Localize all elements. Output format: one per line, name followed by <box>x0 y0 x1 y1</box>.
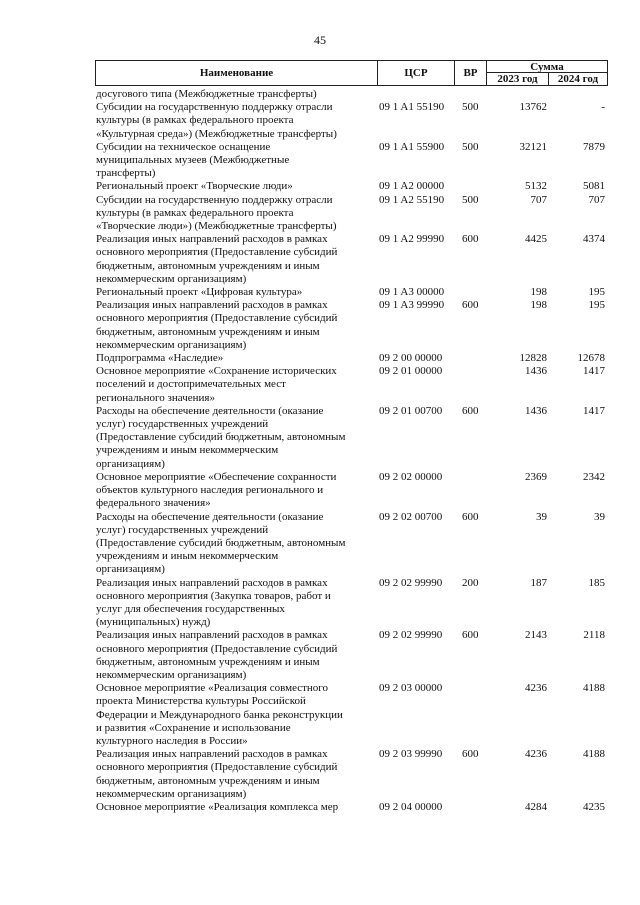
header-csr: ЦСР <box>377 61 454 85</box>
header-name: Наименование <box>199 67 274 79</box>
row-value-2024: - <box>601 101 605 114</box>
row-name: Субсидии на государственную поддержку отрасли культуры (в рамках федерального проекта «Культурная среда») (Межбюджетные трансферты) <box>96 101 337 140</box>
row-name: Основное мероприятие «Обеспечение сохранности объектов культурного наследия регионального и федерального значения» <box>96 470 337 510</box>
table-row <box>96 141 608 181</box>
row-vr: 500 <box>462 101 479 114</box>
table-row <box>96 682 608 748</box>
row-csr: 09 1 A1 55190 <box>379 101 445 114</box>
row-name: Субсидии на техническое оснащение муниципальных музеев (Межбюджетные трансферты) <box>96 140 290 180</box>
row-value-2023: 4236 <box>525 682 547 695</box>
table-row <box>96 180 608 193</box>
row-vr: 500 <box>462 193 479 206</box>
table-row <box>96 286 608 299</box>
row-value-2024: 12678 <box>577 352 605 365</box>
header-year-2023: 2023 год <box>486 73 548 85</box>
row-csr: 09 2 03 99990 <box>379 748 443 761</box>
row-csr: 09 1 A3 99990 <box>379 299 445 312</box>
row-value-2023: 2369 <box>525 470 547 483</box>
row-name: Региональный проект «Цифровая культура» <box>96 286 303 299</box>
row-csr: 09 2 01 00000 <box>379 365 443 378</box>
table-row <box>96 577 608 630</box>
table-row <box>96 88 608 101</box>
row-value-2024: 195 <box>588 286 605 299</box>
row-value-2024: 2118 <box>583 629 605 642</box>
row-value-2023: 4236 <box>525 748 547 761</box>
row-value-2024: 1417 <box>583 365 605 378</box>
header-vr: ВР <box>454 61 486 85</box>
row-value-2024: 195 <box>588 299 605 312</box>
table-row <box>96 233 608 286</box>
row-vr: 600 <box>462 404 479 417</box>
row-value-2023: 1436 <box>525 404 547 417</box>
header-sum: Сумма <box>486 61 607 73</box>
row-csr: 09 1 A2 55190 <box>379 193 445 206</box>
row-csr: 09 1 A1 55900 <box>379 140 445 153</box>
header-year-2024: 2024 год <box>548 73 607 85</box>
row-value-2024: 4188 <box>583 748 605 761</box>
table-row <box>96 365 608 405</box>
row-csr: 09 1 A2 00000 <box>379 180 445 193</box>
row-value-2023: 4425 <box>525 233 547 246</box>
table-row <box>96 748 608 801</box>
row-value-2024: 7879 <box>583 140 605 153</box>
row-value-2024: 4374 <box>583 233 605 246</box>
row-vr: 600 <box>462 629 479 642</box>
row-value-2023: 2143 <box>525 629 547 642</box>
row-name: Основное мероприятие «Реализация комплекса мер <box>96 800 339 813</box>
row-vr: 600 <box>462 510 479 523</box>
table-row <box>96 405 608 471</box>
row-csr: 09 2 01 00700 <box>379 404 443 417</box>
page-number: 45 <box>314 33 326 47</box>
row-value-2023: 13762 <box>519 101 547 114</box>
row-name: Подпрограмма «Наследие» <box>96 352 224 365</box>
row-vr: 600 <box>462 748 479 761</box>
row-csr: 09 2 00 00000 <box>379 352 443 365</box>
row-value-2023: 1436 <box>525 365 547 378</box>
row-vr: 600 <box>462 233 479 246</box>
row-name: Основное мероприятие «Сохранение исторических поселений и достопримечательных мест регионального значения» <box>96 365 337 404</box>
row-name: Расходы на обеспечение деятельности (оказание услуг) государственных учреждений (Предоставление субсидий бюджетным, автономным учреждениям и иным некоммерческим организациям) <box>96 510 346 576</box>
row-name: досугового типа (Межбюджетные трансферты) <box>96 88 317 100</box>
table-row <box>96 101 608 141</box>
table-row <box>96 801 608 814</box>
row-value-2023: 32121 <box>519 140 547 153</box>
row-value-2024: 1417 <box>583 404 605 417</box>
row-value-2024: 39 <box>594 510 605 523</box>
row-value-2024: 5081 <box>583 180 605 193</box>
row-value-2023: 198 <box>530 299 547 312</box>
table-row <box>96 471 608 511</box>
row-value-2024: 4188 <box>583 682 605 695</box>
table-row <box>96 194 608 234</box>
row-csr: 09 1 A2 99990 <box>379 233 445 246</box>
row-value-2024: 707 <box>588 193 605 206</box>
row-name: Субсидии на государственную поддержку отрасли культуры (в рамках федерального проекта «Творческие люди») (Межбюджетные трансферты) <box>96 193 337 233</box>
row-name: Региональный проект «Творческие люди» <box>96 180 293 193</box>
row-value-2023: 187 <box>530 576 547 589</box>
table-row <box>96 299 608 352</box>
row-vr: 600 <box>462 299 479 312</box>
row-value-2024: 2342 <box>583 470 605 483</box>
row-name: Расходы на обеспечение деятельности (оказание услуг) государственных учреждений (Предоставление субсидий бюджетным, автономным учреждениям и иным некоммерческим организациям) <box>96 404 346 470</box>
row-value-2023: 4284 <box>525 800 547 813</box>
row-name: Реализация иных направлений расходов в рамках основного мероприятия (Предоставление субсидий бюджетным, автономным учреждениям и иным некоммерческим организациям) <box>96 629 338 681</box>
row-name: Реализация иных направлений расходов в рамках основного мероприятия (Предоставление субсидий бюджетным, автономным учреждениям и иным некоммерческим организациям) <box>96 299 338 351</box>
table-body <box>96 88 608 814</box>
row-value-2023: 12828 <box>519 352 547 365</box>
row-name: Реализация иных направлений расходов в рамках основного мероприятия (Закупка товаров, работ и услуг для обеспечения государственных (муниципальных) нужд) <box>96 576 331 629</box>
row-csr: 09 2 02 00000 <box>379 470 443 483</box>
row-value-2023: 5132 <box>525 180 547 193</box>
table-row <box>96 511 608 577</box>
row-vr: 500 <box>462 140 479 153</box>
row-csr: 09 2 02 99990 <box>379 576 443 589</box>
row-value-2023: 198 <box>530 286 547 299</box>
row-value-2023: 39 <box>536 510 547 523</box>
row-value-2024: 185 <box>588 576 605 589</box>
row-csr: 09 2 04 00000 <box>379 800 443 813</box>
row-csr: 09 2 02 00700 <box>379 510 443 523</box>
row-vr: 200 <box>462 576 479 589</box>
table-header <box>95 60 608 86</box>
row-csr: 09 2 03 00000 <box>379 682 443 695</box>
row-name: Основное мероприятие «Реализация совместного проекта Министерства культуры Российской Федерации и Международного банка реконструкции и развития «Сохранение и использование культурного наследия в России» <box>96 682 343 747</box>
row-value-2023: 707 <box>530 193 547 206</box>
row-value-2024: 4235 <box>583 800 605 813</box>
table-row <box>96 352 608 365</box>
table-row <box>96 629 608 682</box>
row-csr: 09 1 A3 00000 <box>379 286 445 299</box>
row-csr: 09 2 02 99990 <box>379 629 443 642</box>
row-name: Реализация иных направлений расходов в рамках основного мероприятия (Предоставление субсидий бюджетным, автономным учреждениям и иным некоммерческим организациям) <box>96 748 338 800</box>
row-name: Реализация иных направлений расходов в рамках основного мероприятия (Предоставление субсидий бюджетным, автономным учреждениям и иным некоммерческим организациям) <box>96 233 338 285</box>
